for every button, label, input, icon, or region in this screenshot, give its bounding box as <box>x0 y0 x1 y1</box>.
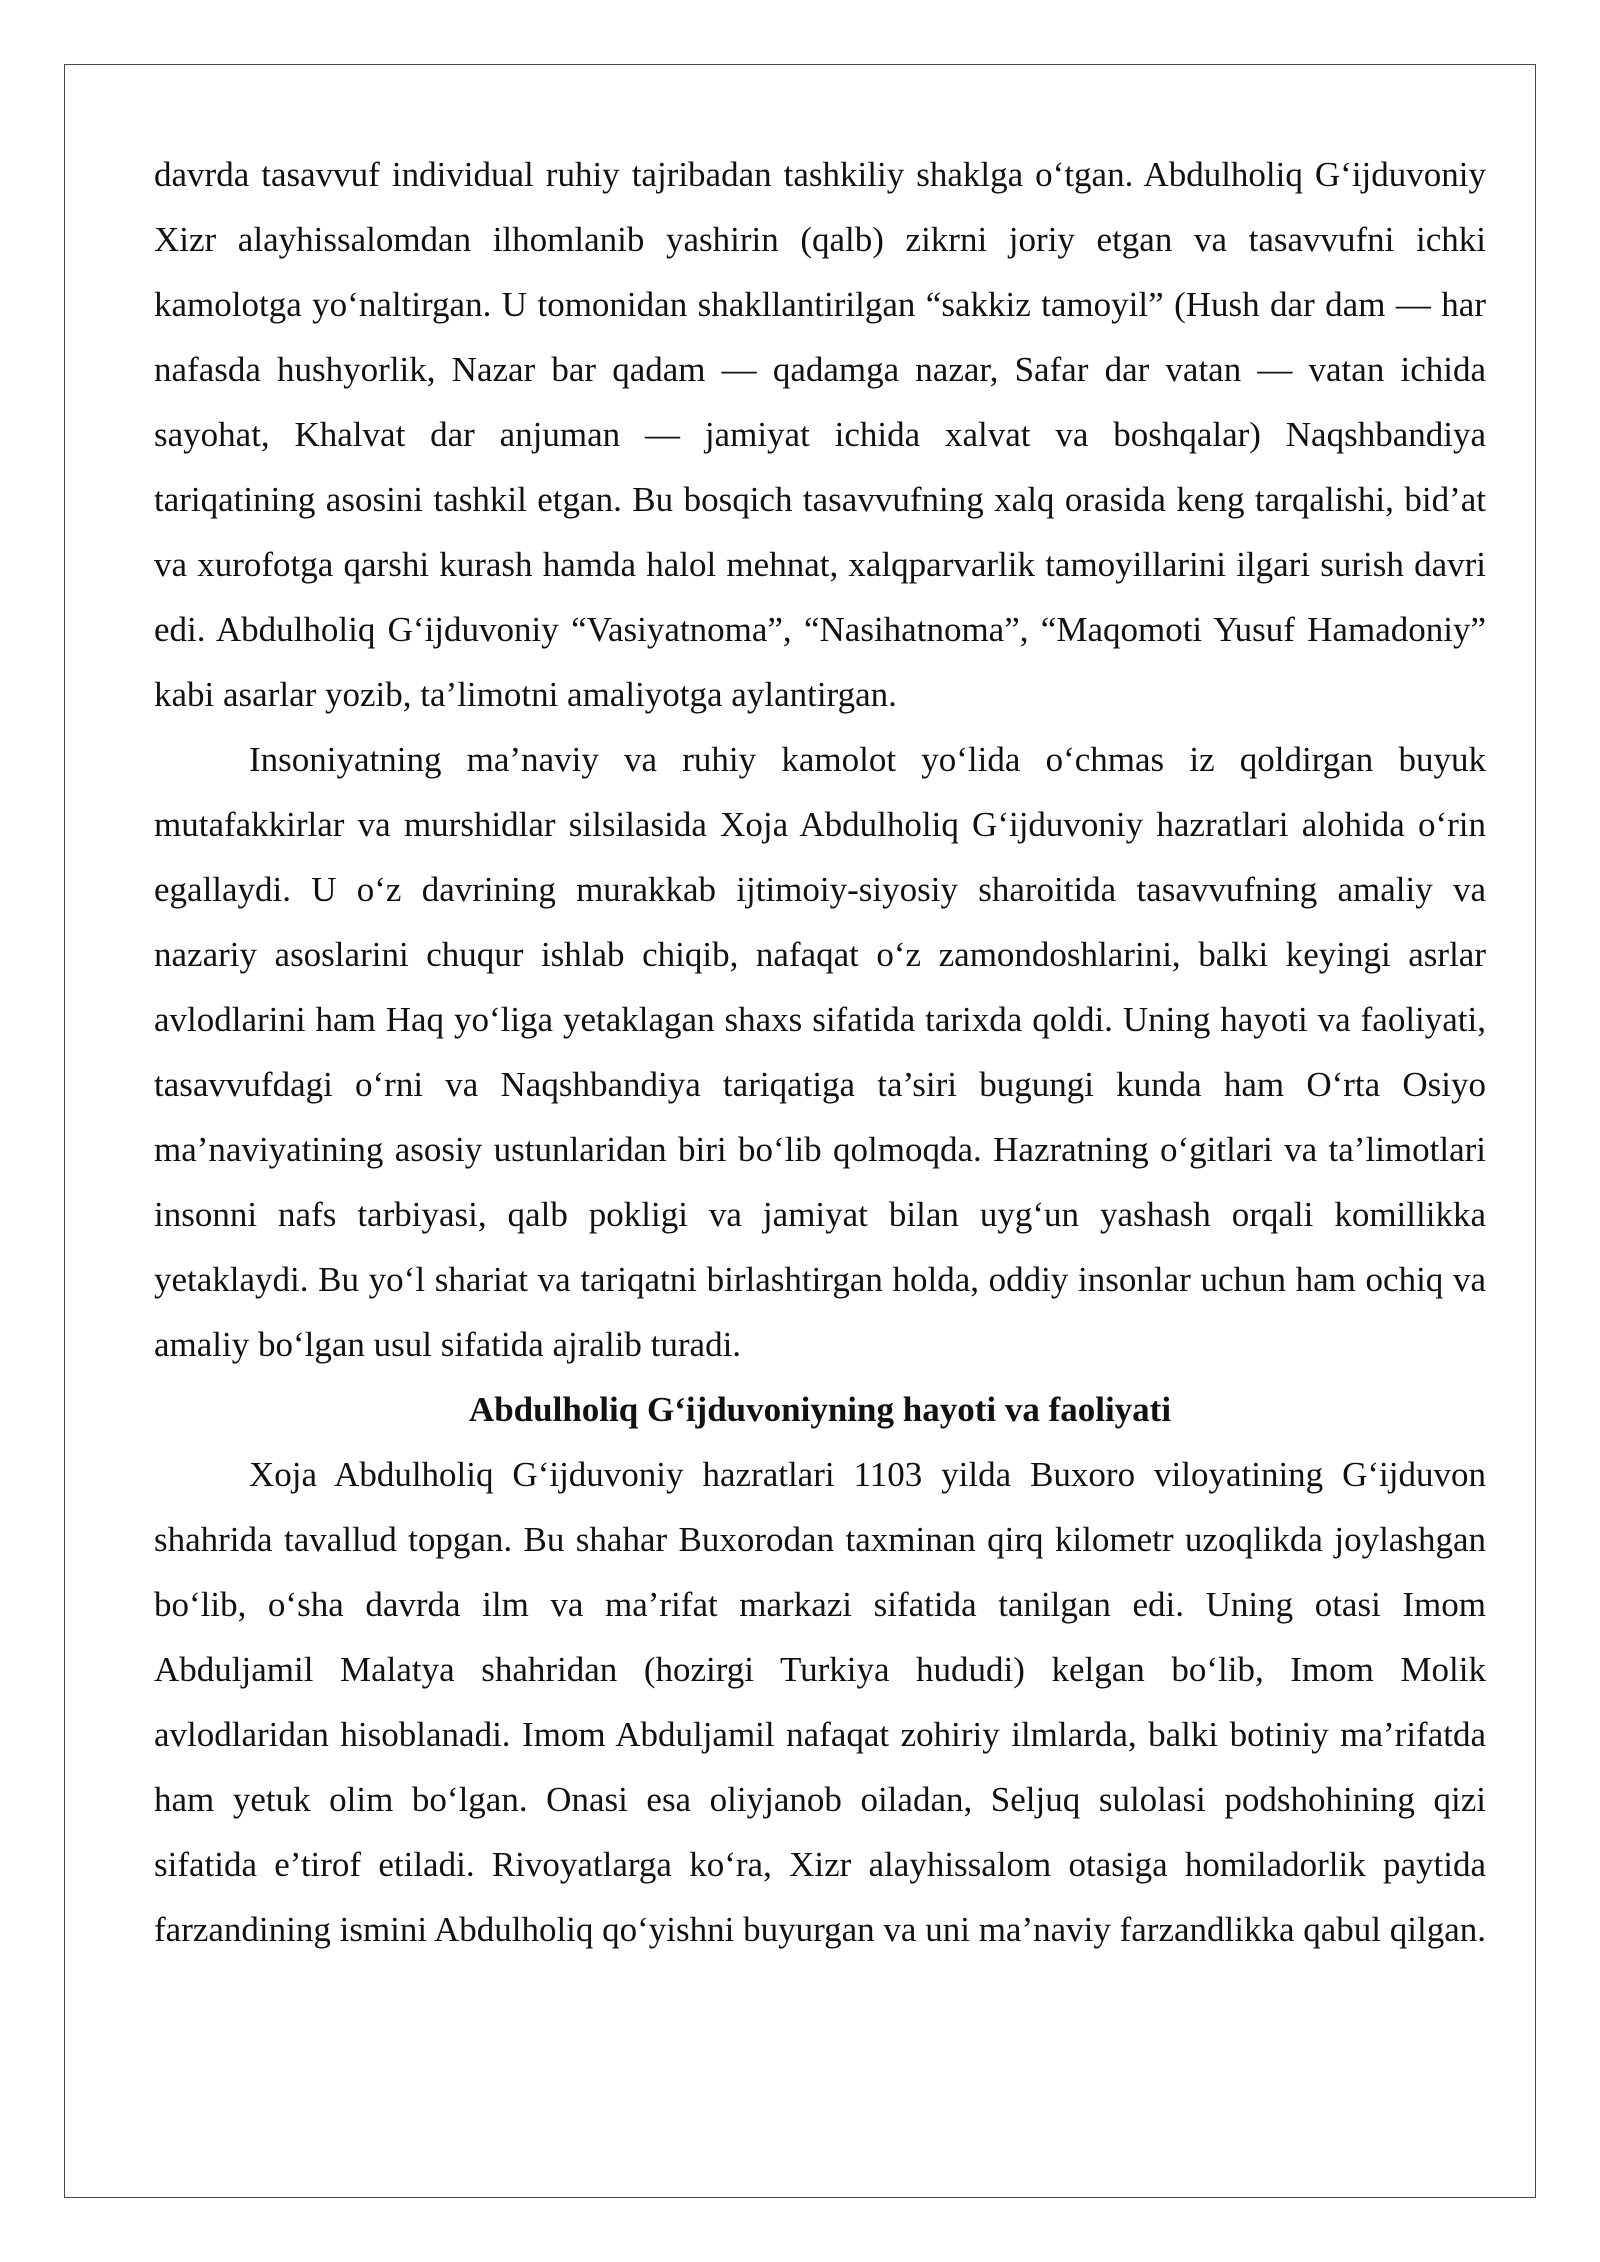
document-body <box>154 142 1486 1962</box>
paragraph-1: davrda tasavvuf individual ruhiy tajribadan tashkiliy shaklga o‘tgan. Abdulholiq G‘ijduvoniy Xizr alayhissalomdan ilhomlanib yashirin (qalb) zikrni joriy etgan va tasavvufni ichki kamolotga yo‘naltirgan. U tomonidan shakllantirilgan “sakkiz tamoyil” (Hush dar dam — har nafasda hushyorlik, Nazar bar qadam — qadamga nazar, Safar dar vatan — vatan ichida sayohat, Khalvat dar anjuman — jamiyat ichida xalvat va boshqalar) Naqshbandiya tariqatining asosini tashkil etgan. Bu bosqich tasavvufning xalq orasida keng tarqalishi, bid’at va xurofotga qarshi kurash hamda halol mehnat, xalqparvarlik tamoyillarini ilgari surish davri edi. Abdulholiq G‘ijduvoniy “Vasiyatnoma”, “Nasihatnoma”, “Maqomoti Yusuf Hamadoniy” kabi asarlar yozib, ta’limotni amaliyotga aylantirgan. <box>154 155 1486 714</box>
section-heading: Abdulholiq G‘ijduvoniyning hayoti va faoliyati <box>468 1390 1172 1429</box>
paragraph-3: Xoja Abdulholiq G‘ijduvoniy hazratlari 1103 yilda Buxoro viloyatining G‘ijduvon shahrida tavallud topgan. Bu shahar Buxorodan taxminan qirq kilometr uzoqlikda joylashgan bo‘lib, o‘sha davrda ilm va ma’rifat markazi sifatida tanilgan edi. Uning otasi Imom Abduljamil Malatya shahridan (hozirgi Turkiya hududi) kelgan bo‘lib, Imom Molik avlodlaridan hisoblanadi. Imom Abduljamil nafaqat zohiriy ilmlarda, balki botiniy ma’rifatda ham yetuk olim bo‘lgan. Onasi esa oliyjanob oiladan, Seljuq sulolasi podshohining qizi sifatida e’tirof etiladi. Rivoyatlarga ko‘ra, Xizr alayhissalom otasiga homiladorlik paytida farzandining ismini Abdulholiq qo‘yishni buyurgan va uni ma’naviy farzandlikka qabul qilgan. <box>154 1455 1486 1949</box>
paragraph-2: Insoniyatning ma’naviy va ruhiy kamolot yo‘lida o‘chmas iz qoldirgan buyuk mutafakkirlar va murshidlar silsilasida Xoja Abdulholiq G‘ijduvoniy hazratlari alohida o‘rin egallaydi. U o‘z davrining murakkab ijtimoiy-siyosiy sharoitida tasavvufning amaliy va nazariy asoslarini chuqur ishlab chiqib, nafaqat o‘z zamondoshlarini, balki keyingi asrlar avlodlarini ham Haq yo‘liga yetaklagan shaxs sifatida tarixda qoldi. Uning hayoti va faoliyati, tasavvufdagi o‘rni va Naqshbandiya tariqatiga ta’siri bugungi kunda ham O‘rta Osiyo ma’naviyatining asosiy ustunlaridan biri bo‘lib qolmoqda. Hazratning o‘gitlari va ta’limotlari insonni nafs tarbiyasi, qalb pokligi va jamiyat bilan uyg‘un yashash orqali komillikka yetaklaydi. Bu yo‘l shariat va tariqatni birlashtirgan holda, oddiy insonlar uchun ham ochiq va amaliy bo‘lgan usul sifatida ajralib turadi. <box>154 740 1486 1364</box>
